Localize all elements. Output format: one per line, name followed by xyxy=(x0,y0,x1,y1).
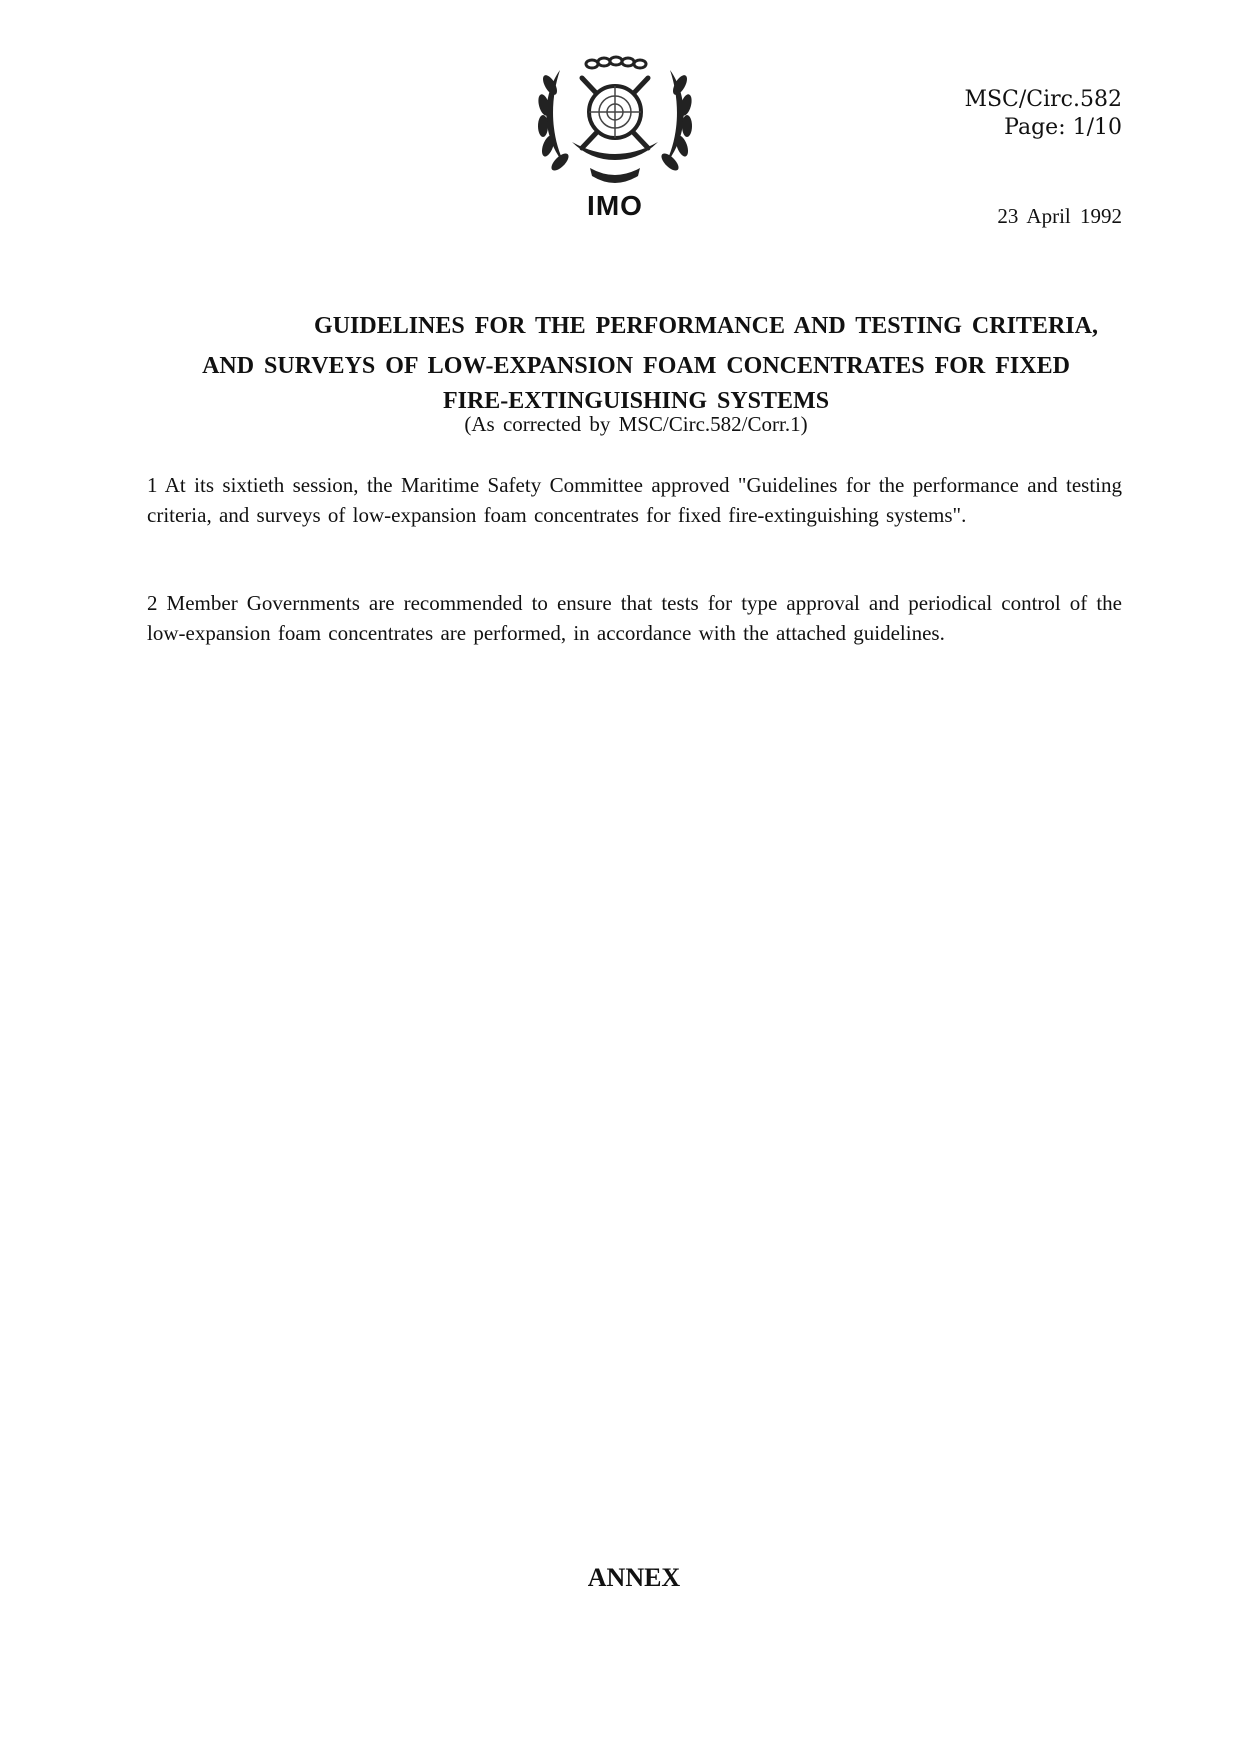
imo-logo xyxy=(520,50,710,230)
paragraph-2: 2 Member Governments are recommended to ensure that tests for type approval and periodical control of the low-expansion foam concentrates are performed, in accordance with the attached guidelines. xyxy=(147,591,1122,645)
document-subtitle: (As corrected by MSC/Circ.582/Corr.1) xyxy=(464,412,808,436)
document-reference: MSC/Circ.582 xyxy=(964,87,1122,112)
title-line-1: GUIDELINES FOR THE PERFORMANCE AND TESTING CRITERIA, xyxy=(314,313,1098,339)
title-line-3: FIRE-EXTINGUISHING SYSTEMS xyxy=(442,388,830,414)
document-date: 23 April 1992 xyxy=(997,204,1122,228)
page-number: Page: 1/10 xyxy=(1004,115,1122,140)
logo-wordmark: IMO xyxy=(587,190,643,221)
imo-emblem-icon xyxy=(520,50,710,200)
document-title xyxy=(150,306,1122,416)
title-line-2: AND SURVEYS OF LOW-EXPANSION FOAM CONCENTRATES FOR FIXED xyxy=(202,353,1070,379)
annex-heading: ANNEX xyxy=(587,1563,681,1592)
paragraph-1: 1 At its sixtieth session, the Maritime Safety Committee approved "Guidelines for the performance and testing criteria, and surveys of low-expansion foam concentrates for fixed fire-extinguishing systems". xyxy=(147,473,1122,527)
document-reference-block xyxy=(964,86,1122,142)
